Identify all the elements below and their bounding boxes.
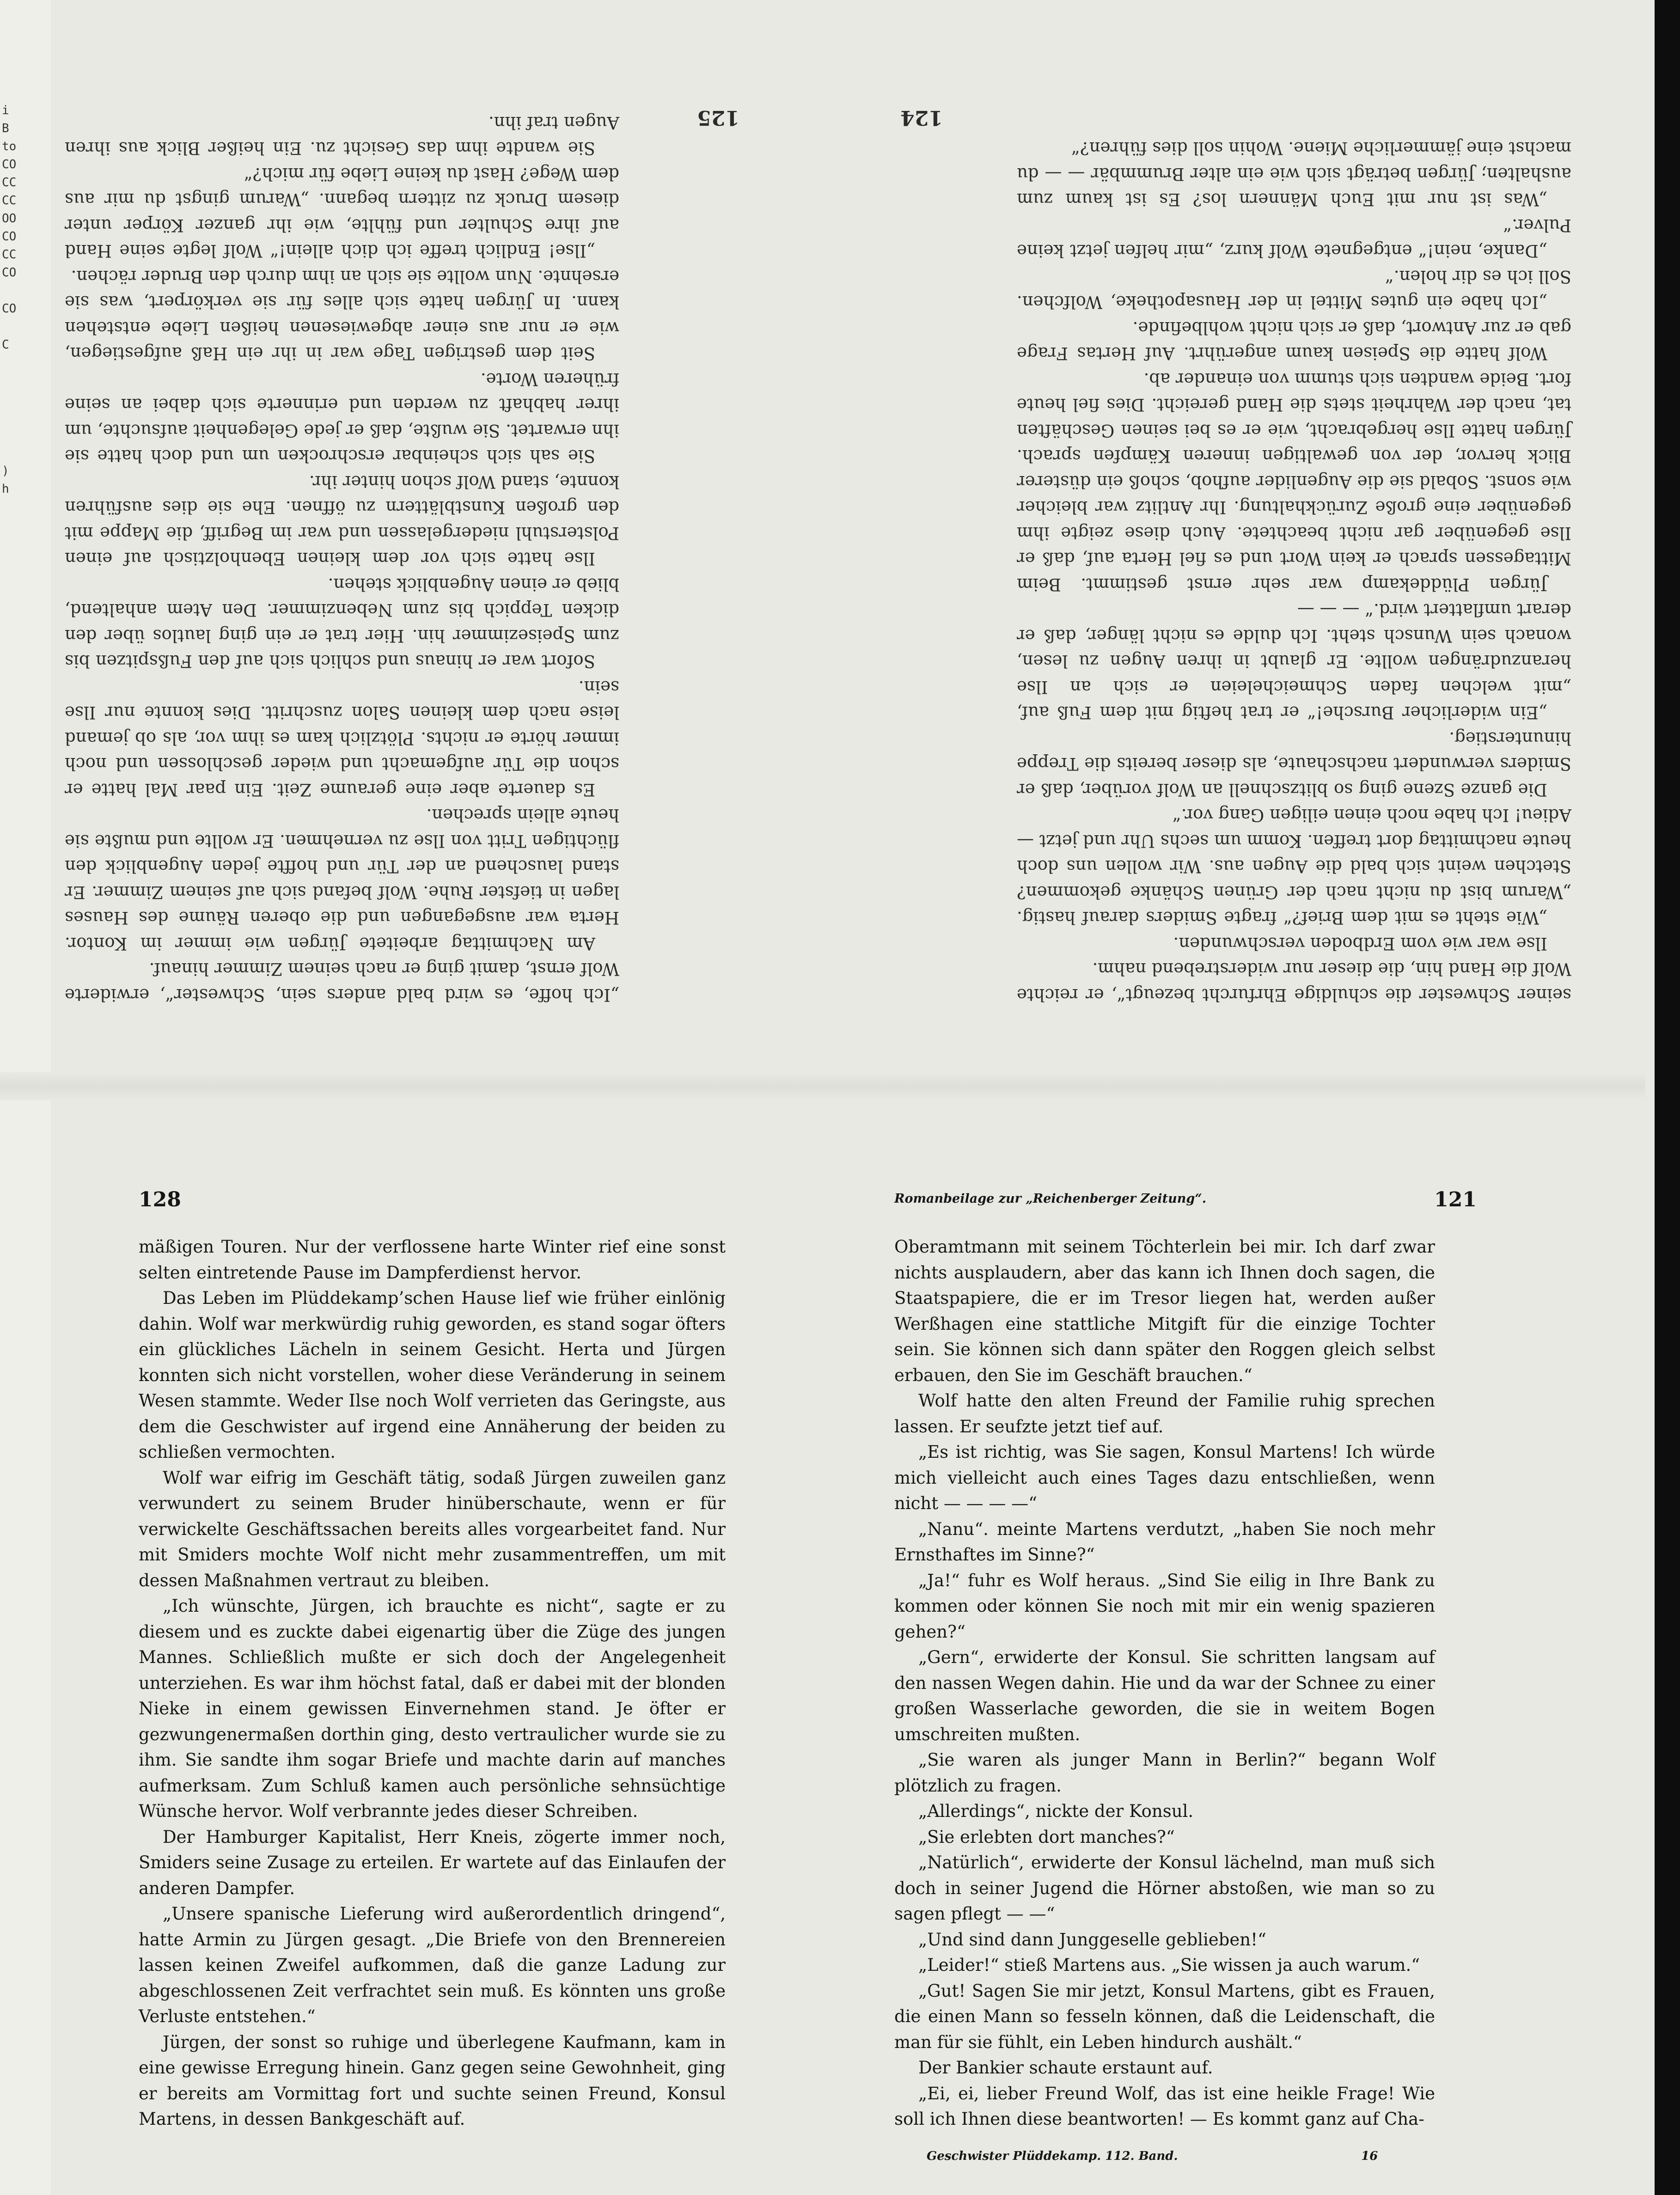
paragraph: „Ein widerlicher Bursche!“ er trat heftig mit dem Fuß auf, „mit welchen faden Schmeicheleien er sich an Ilse heranzudrängen wollte. Er glaubt in ihren Augen zu lesen, wonach sein Wunsch steht. Ich dulde es nicht länger, daß er derart umflattert wird.“ — — — [1017,600,1571,723]
paragraph: „Wie steht es mit dem Brief?“ fragte Smiders darauf hastig. „Warum bist du nicht nach der Grünen Schänke gekommen? Stetchen weint sich bald die Augen aus. Wir wollen uns doch heute nachmittag dort treffen. Komm um sechs Uhr und jetzt — Adieu! Ich habe noch einen eiligen Gang vor.“ [1017,805,1571,928]
paragraph: „Leider!“ stieß Martens aus. „Sie wissen ja auch warum.“ [918,1955,1420,1975]
paragraph: „Nanu“. meinte Martens verdutzt, „haben Sie noch mehr Ernsthaftes im Sinne?“ [894,1519,1435,1565]
paragraph: Seit dem gestrigen Tage war in ihr ein Haß aufgestiegen, wie er nur aus einer abgewiesenen heißen Liebe entstehen kann. In Jürgen hatte sich alles für sie verkörpert, was sie ersehnte. Nun wollte sie sich an ihm durch den Bruder rächen. [65,267,619,364]
paragraph: Jürgen Plüddekamp war sehr ernst gestimmt. Beim Mittagessen sprach er kein Wort und es fiel Herta auf, daß er Ilse gegenüber gar nicht beachtete. Auch diese zeigte ihm gegenüber eine große Zurückhaltung. Ihr Antlitz war bleicher wie sonst. Sobald sie die Augenlider aufhob, schoß ein düsterer Blick hervor, der von gewaltigen inneren Kämpfen sprach. Jürgen hatte Ilse hergebracht, wie er es bei seinen Geschäften tat, nach der Wahrheit stets die Hand gereicht. Dies fiel heute fort. Beide wandten sich stumm von einander ab. [1017,369,1571,594]
paragraph: „Und sind dann Junggeselle geblieben!“ [918,1929,1266,1950]
paragraph: Wolf hatte den alten Freund der Familie ruhig sprechen lassen. Er seufzte jetzt tief auf. [894,1391,1435,1437]
upper-right-page-inverted [878,83,1571,1008]
page-text [1017,135,1571,1008]
page-number: 128 [139,1188,181,1211]
page-number: 125 [697,106,739,129]
paragraph: Sie sah sich scheinbar erschrocken um und doch hatte sie ihn erwartet. Sie wußte, daß er jede Gelegenheit aufsuchte, um ihrer habhaft zu werden und erinnerte sich dabei an seine früheren Worte. [65,369,619,466]
paragraph: „Natürlich“, erwiderte der Konsul lächelnd, man muß sich doch in seiner Jugend die Hörner abstoßen, wie man so zu sagen pflegt — —“ [894,1853,1435,1924]
paragraph: „Ei, ei, lieber Freund Wolf, das ist eine heikle Frage! Wie soll ich Ihnen diese beantworten! — Es kommt ganz auf Cha- [894,2083,1435,2129]
paragraph: „Sie waren als junger Mann in Berlin?“ begann Wolf plötzlich zu fragen. [894,1750,1435,1796]
right-edge-shadow [1655,0,1680,2195]
paragraph: Oberamtmann mit seinem Töchterlein bei mir. Ich darf zwar nichts ausplaudern, aber das kann ich Ihnen doch sagen, die Staatspapiere, die er im Tresor liegen hat, werden außer Werßhagen eine stattliche Mitgift für die einzige Tochter sein. Sie können sich dann später den Roggen gleich selbst erbauen, den Sie im Geschäft brauchen.“ [894,1237,1435,1385]
paragraph: Der Hamburger Kapitalist, Herr Kneis, zögerte immer noch, Smiders seine Zusage zu erteilen. Er wartete auf das Einlaufen der anderen Dampfer. [139,1827,726,1898]
footer-title: Geschwister Plüddekamp. 112. Band. [927,2149,1178,2163]
paragraph: mäßigen Touren. Nur der verflossene harte Winter rief eine sonst selten eintretende Pause im Dampferdienst hervor. [139,1237,726,1283]
paragraph: „Ilse! Endlich treffe ich dich allein!“ Wolf legte seine Hand auf ihre Schulter und fühlte, wie ihr ganzer Körper unter diesem Druck zu zittern begann. „Warum gingst du mir aus dem Wege? Hast du keine Liebe für mich?“ [65,164,619,261]
running-header: Romanbeilage zur „Reichenberger Zeitung“. [894,1192,1207,1206]
page-number: 124 [900,106,943,129]
paragraph: „Es ist richtig, was Sie sagen, Konsul Martens! Ich würde mich vielleicht auch eines Tages dazu entschließen, wenn nicht — — — —“ [894,1442,1435,1513]
footer-number: 16 [1361,2149,1378,2163]
upper-left-page-inverted [60,83,758,1008]
paragraph: „Ja!“ fuhr es Wolf heraus. „Sind Sie eilig in Ihre Bank zu kommen oder können Sie noch mit mir ein wenig spazieren gehen?“ [894,1570,1435,1642]
paragraph: „Ich habe ein gutes Mittel in der Hausapotheke, Wolfchen. Soll ich es dir holen.“ [1017,267,1571,312]
page-text [139,1234,726,2132]
paragraph: Ilse hatte sich vor dem kleinen Ebenholztisch auf einen Polsterstuhl niedergelassen und war im Begriff, die Mappe mit den großen Kunstblättern zu öffnen. Ehe sie dies ausführen konnte, stand Wolf schon hinter ihr. [65,472,619,569]
paragraph: Wolf hatte die Speisen kaum angerührt. Auf Hertas Frage gab er zur Antwort, daß er sich nicht wohlbefinde. [1017,318,1571,364]
paragraph: Der Bankier schaute erstaunt auf. [918,2058,1213,2078]
paragraph: „Ich wünschte, Jürgen, ich brauchte es nicht“, sagte er zu diesem und es zuckte dabei eigenartig über die Züge des jungen Mannes. Schließlich mußte er sich doch der Angelegenheit unterziehen. Es war ihm höchst fatal, daß er dabei mit der blonden Nieke in einem gewissen Einvernehmen stand. Je öfter er gezwungenermaßen dorthin ging, desto vertraulicher wurde sie zu ihm. Sie sandte ihm sogar Briefe und machte darin auf manches aufmerksam. Zum Schluß kamen auch persönliche sehnsüchtige Wünsche hervor. Wolf verbrannte jedes dieser Schreiben. [139,1596,726,1821]
page-text [65,110,619,1008]
paragraph: „Unsere spanische Lieferung wird außerordentlich dringend“, hatte Armin zu Jürgen gesagt. „Die Briefe von den Brennereien lassen keinen Zweifel aufkommen, daß die ganze Ladung zur abgeschlossenen Zeit verfrachtet sein muß. Es könnten uns große Verluste entstehen.“ [139,1904,726,2026]
paragraph: Es dauerte aber eine geraume Zeit. Ein paar Mal hatte er schon die Tür aufgemacht und wieder geschlossen und noch immer hörte er nichts. Plötzlich kam es ihm vor, als ob jemand leise nach dem kleinen Salon zuschritt. Dies konnte nur Ilse sein. [65,677,619,800]
page-text [894,1234,1435,2132]
lower-left-page [139,1188,739,2182]
paragraph: Wolf war eifrig im Geschäft tätig, sodaß Jürgen zuweilen ganz verwundert zu seinem Bruder hinüberschaute, wenn er für verwickelte Geschäftssachen bereits alles vorgearbeitet fand. Nur mit Smiders mochte Wolf nicht mehr zusammentreffen, um mit dessen Maßnahmen vertraut zu bleiben. [139,1467,726,1590]
paragraph: Jürgen, der sonst so ruhige und überlegene Kaufmann, kam in eine gewisse Erregung hinein. Ganz gegen seine Gewohnheit, ging er bereits am Vormittag fort und suchte seinen Freund, Konsul Martens, in dessen Bankgeschäft auf. [139,2032,726,2129]
page-fold [0,1072,1645,1100]
paragraph: „Allerdings“, nickte der Konsul. [918,1801,1194,1821]
paragraph: Sofort war er hinaus und schlich sich auf den Fußspitzen bis zum Speisezimmer hin. Hier trat er ein ging lautlos über den dicken Teppich bis zum Nebenzimmer. Den Atem anhaltend, blieb er einen Augenblick stehen. [65,575,619,672]
lower-right-page [894,1188,1495,2182]
paragraph: „Gern“, erwiderte der Konsul. Sie schritten langsam auf den nassen Wegen dahin. Hie und da war der Schnee zu einer großen Wasserlache geworden, die sie in weitem Bogen umschreiten mußten. [894,1647,1435,1744]
paragraph: Das Leben im Plüddekamp’schen Hause lief wie früher einlönig dahin. Wolf war merkwürdig ruhig geworden, es stand sogar öfters ein glückliches Lächeln in seinem Gesicht. Herta und Jürgen konnten sich nicht vorstellen, woher diese Veränderung in seinem Wesen stammte. Weder Ilse noch Wolf verrieten das Geringste, aus dem die Geschwister auf irgend eine Annäherung der beiden zu schließen vermochten. [139,1288,726,1462]
paragraph: „Ich hoffe, es wird bald anders sein, Schwester“, erwiderte Wolf ernst, damit ging er nach seinem Zimmer hinauf. [65,959,619,1005]
paragraph: Ilse war wie vom Erdboden verschwunden. [1173,934,1547,954]
paragraph: „Danke, nein!“ entgegnete Wolf kurz, „mir helfen jetzt keine Pulver.“ [1017,215,1571,261]
paragraph: „Gut! Sagen Sie mir jetzt, Konsul Martens, gibt es Frauen, die einen Mann so fesseln können, daß die Leidenschaft, die man für sie fühlt, ein Leben hindurch aushält.“ [894,1981,1435,2052]
paragraph: Am Nachmittag arbeitete Jürgen wie immer im Kontor. Herta war ausgegangen und die oberen Räume des Hauses lagen in tiefster Ruhe. Wolf befand sich auf seinem Zimmer. Er stand lauschend an der Tür und hoffte jeden Augenblick den flüchtigen Tritt von Ilse zu vernehmen. Er wollte und mußte sie heute allein sprechen. [65,805,619,954]
page-number: 121 [1434,1188,1477,1211]
paragraph: „Sie erlebten dort manches?“ [918,1827,1175,1847]
paragraph: Die ganze Szene ging so blitzschnell an Wolf vorüber, daß er Smiders verwundert nachschaute, als dieser bereits die Treppe hinunterstieg. [1017,728,1571,800]
paragraph: „Was ist nur mit Euch Männern los? Es ist kaum zum aushalten; Jürgen beträgt sich wie ein alter Brummbär — — du machst eine jämmerliche Miene. Wohin soll dies führen?“ [1017,138,1571,210]
paragraph: seiner Schwester die schuldige Ehrfurcht bezeugt“, er reichte Wolf die Hand hin, die dieser nur widerstrebend nahm. [1017,959,1571,1005]
margin-marks: i B to CO CC CC OO CO CC CO CO C ) h [2,104,17,496]
paragraph: Sie wandte ihm das Gesicht zu. Ein heißer Blick aus ihren Augen traf ihn. [65,113,619,159]
